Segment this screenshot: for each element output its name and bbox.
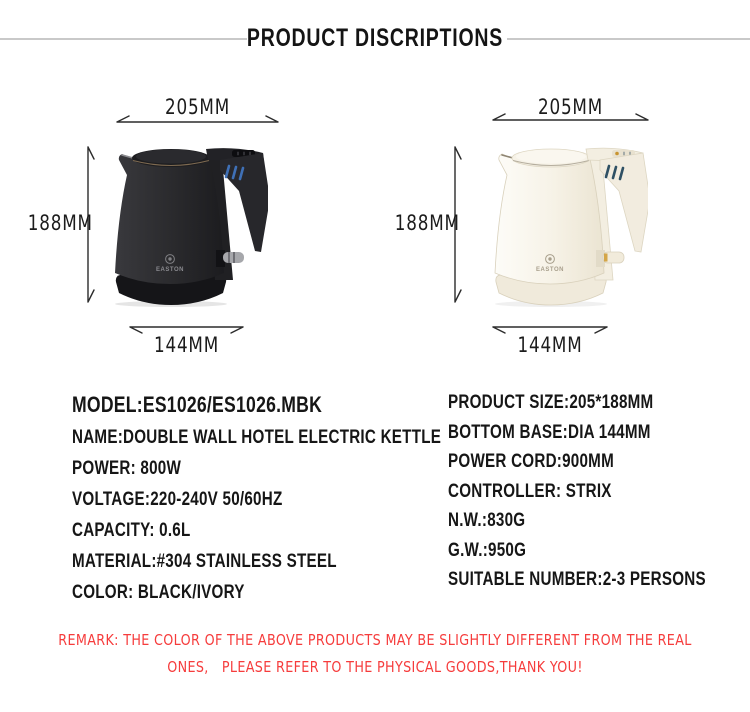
spec-material: MATERIAL:#304 STAINLESS STEEL [72,551,337,572]
brand-logo-text: EASTON [156,267,184,273]
switch-gold-band [604,254,608,262]
spec-controller: CONTROLLER: STRIX [448,480,612,502]
kettle-lid-top [136,150,206,164]
kettle-figure-ivory [385,90,725,375]
spec-bottom-base: BOTTOM BASE:DIA 144MM [448,421,651,443]
spec-net-weight: N.W.:830G [448,510,526,531]
brand-logo-text: EASTON [536,267,564,273]
remark [0,627,750,681]
kettle-image-ivory [493,147,648,308]
spec-product-size: PRODUCT SIZE:205*188MM [448,392,654,413]
spec-suitable-number: SUITABLE NUMBER:2-3 PERSONS [448,569,706,590]
base-dimension-label: 144MM [517,333,583,357]
spec-gross-weight: G.W.:950G [448,539,527,561]
kettle-figure-black [20,90,360,375]
width-dimension-label: 205MM [164,95,231,119]
spec-voltage: VOLTAGE:220-240V 50/60HZ [72,489,283,510]
spec-list-right [448,393,750,590]
spec-power-cord: POWER CORD:900MM [448,451,614,472]
kettle-body [115,154,224,284]
page-title: PRODUCT DISCRIPTIONS [246,24,504,52]
width-dimension-label: 205MM [537,95,604,119]
height-dimension-label: 188MM [27,211,93,235]
spec-power: POWER: 800W [72,458,182,479]
panel-indicator-light [615,152,619,156]
spec-color: COLOR: BLACK/IVORY [72,582,245,603]
kettle-lid-top [516,150,586,164]
kettle-body [495,154,604,284]
brand-logo-dot [548,257,551,260]
remark-line-1: REMARK: THE COLOR OF THE ABOVE PRODUCTS MAY BE SLIGHTLY DIFFERENT FROM THE REAL [58,631,692,649]
brand-logo-dot [168,257,171,260]
kettle-image-black [113,147,268,308]
spec-model: MODEL:ES1026/ES1026.MBK [72,392,323,417]
spec-name: NAME:DOUBLE WALL HOTEL ELECTRIC KETTLE [72,427,442,448]
height-dimension-label: 188MM [394,211,460,235]
base-dimension-label: 144MM [153,333,220,357]
spec-capacity: CAPACITY: 0.6L [72,520,191,541]
remark-line-2: ONES, PLEASE REFER TO THE PHYSICAL GOODS,THANK YOU! [167,658,583,676]
